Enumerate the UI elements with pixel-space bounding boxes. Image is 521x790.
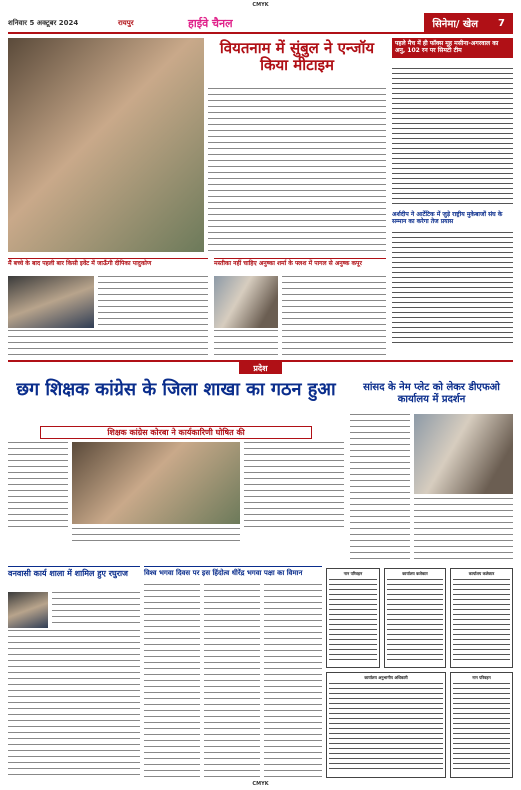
tender-box-4-title: कार्यालय अनुभागीय अधिकारी	[364, 675, 408, 680]
lead-body-text	[208, 88, 386, 252]
story2-headline: मैं बच्चे के बाद पहली बार किसी इवेंट में जाऊँगी दीपिका पादुकोण	[8, 258, 208, 268]
newspaper-brand: हाईवे चैनल	[188, 16, 233, 30]
cmyk-mark-bottom: CMYK	[252, 781, 269, 787]
right-story-col1	[350, 414, 410, 564]
pradesh-banner	[8, 360, 513, 374]
tender-box-5-title: नान परिवहन	[472, 675, 491, 680]
tender-box-3	[450, 568, 513, 668]
story3-headline: मस्तीका नहीं चाहिए अनुष्का शर्मा के फ्लश में पागल से अनुष्क कपूर	[214, 258, 386, 268]
photo-caption	[72, 528, 240, 544]
issue-date: शनिवार 5 अक्टूबर 2024	[8, 18, 79, 27]
tender-box-4	[326, 672, 446, 778]
tender-box-2	[384, 568, 446, 668]
edition-city: रायपुर	[118, 18, 134, 27]
main-story-col1	[8, 442, 68, 528]
story-a-headline: वनवासी कार्य शाला में शामिल हुए रघुराज	[8, 566, 140, 578]
story2-body-bottom	[8, 330, 208, 356]
cmyk-mark-top: CMYK	[252, 2, 269, 8]
story-b-headline: विश्व भगवा दिवस पर इस हिंदोत्व धीरेंद्र भगवा पक्षा का विमान	[144, 566, 322, 577]
story-b-col3	[264, 584, 322, 778]
lead-photo	[8, 38, 204, 252]
pradesh-main-headline: छग शिक्षक कांग्रेस के जिला शाखा का गठन हुआ	[16, 379, 336, 400]
right-story-photo	[414, 414, 513, 494]
story-a-photo	[8, 592, 48, 628]
story2-body-right	[98, 276, 208, 328]
tender-box-2-title: कार्यालय कलेक्टर	[402, 571, 428, 576]
pradesh-right-headline: सांसद के नेम प्लेट को लेकर डीएफओ कार्यालय में प्रदर्शन	[363, 382, 500, 405]
main-story-col3	[244, 442, 344, 528]
story3-body-bottom	[214, 330, 278, 356]
tender-box-1-title: नान परिवहन	[343, 571, 363, 576]
story-a-body-top	[52, 592, 140, 628]
story3-photo	[214, 276, 278, 328]
sports-headline-2: अर्शदीप ने आर्टेटिक में जुड़े राष्ट्रीय मुकेबाजों संघ के सम्मान का करेगा तेज प्रयास	[392, 211, 503, 225]
tender-box-3-title: कार्यालय कलेक्टर	[468, 571, 495, 576]
sports-headline-1: पहले मैच में ही फॉक्स मूह मसीना-अगरवाल का अनु, 102 रन पर सिमटी टीम	[392, 38, 513, 58]
tender-box-5	[450, 672, 513, 778]
section-banner	[424, 13, 513, 33]
story2-photo	[8, 276, 94, 328]
story-b-col1	[144, 584, 200, 778]
story-a-body	[8, 630, 140, 778]
page-number: 7	[498, 17, 505, 29]
tender-box-1	[326, 568, 380, 668]
right-story-col2	[414, 498, 513, 564]
masthead	[8, 14, 513, 34]
story-b-col2	[204, 584, 260, 778]
story3-body-right	[282, 276, 386, 356]
lead-headline: वियतनाम में सुंबुल ने एन्जॉय किया मीटाइम	[219, 39, 375, 75]
sports-body-2	[392, 232, 513, 344]
section-title: सिनेमा/ खेल	[432, 19, 479, 30]
main-story-photo	[72, 442, 240, 524]
sports-body-1	[392, 68, 513, 208]
pradesh-sub-headline: शिक्षक कांग्रेस कोरबा ने कार्यकारिणी घोषित की	[40, 426, 312, 439]
pradesh-label: प्रदेश	[239, 362, 281, 374]
